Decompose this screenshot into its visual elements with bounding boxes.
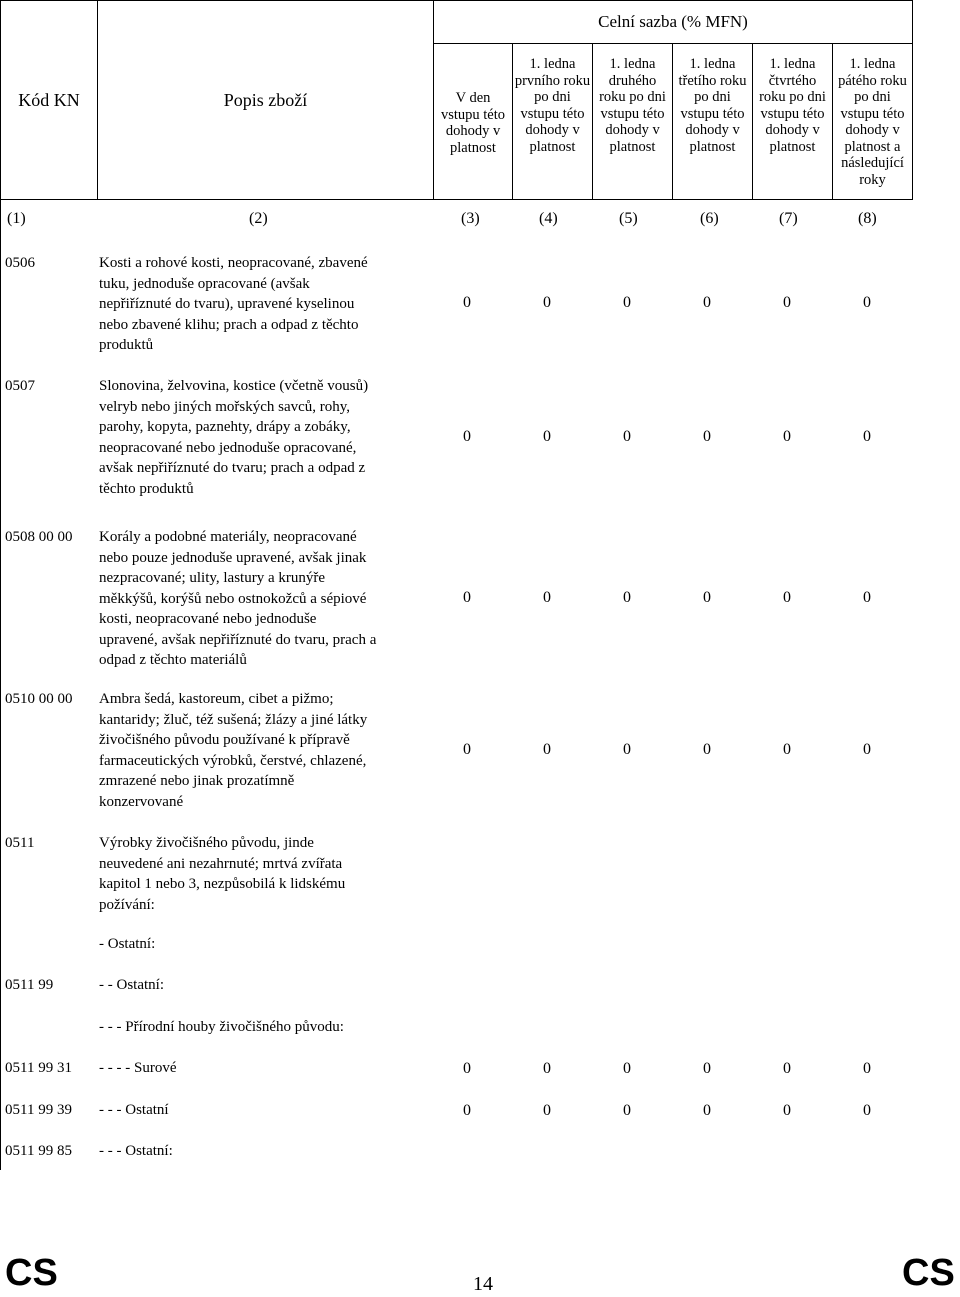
header-line: V den — [455, 90, 491, 106]
header-line: vstupu této — [600, 105, 665, 122]
row-description-line: neuvedené ani nezahrnuté; mrtvá zvířata — [99, 855, 343, 872]
row-rate: 0 — [543, 294, 551, 312]
page-number: 14 — [473, 1273, 493, 1295]
row-rate: 0 — [703, 740, 711, 758]
column-number: (1) — [7, 210, 26, 227]
column-number: (3) — [461, 210, 480, 227]
row-description — [99, 376, 439, 499]
subrow-rate: 0 — [783, 1060, 791, 1077]
column-number: (2) — [249, 210, 268, 227]
header-line: platnost a — [844, 138, 901, 155]
footer-right-mark: CS — [902, 1252, 955, 1294]
row-rate: 0 — [463, 294, 471, 312]
row-description-line: nebo pouze jednoduše upravené, avšak jinak — [99, 549, 367, 566]
row-rate: 0 — [623, 427, 631, 445]
row-description-line: avšak nepřiříznuté do tvaru; prach a odpad z — [99, 460, 366, 476]
column-number: (7) — [779, 210, 798, 227]
header-line: pátého roku — [838, 72, 907, 89]
row-rate: 0 — [623, 588, 631, 606]
subrow-rate: 0 — [703, 1102, 711, 1119]
header-line: po dni — [694, 89, 731, 105]
row-description-line: nezpracované; ulity, lastury a krunýře — [99, 570, 326, 586]
row-description-line: produktů — [99, 337, 154, 353]
row-description-line: kosti, neopracované nebo jednoduše — [99, 611, 317, 627]
row-rate: 0 — [623, 294, 631, 312]
header-line: následující — [841, 155, 904, 171]
subrow-description: - - - - Surové — [99, 1060, 177, 1076]
header-line: dohody v — [525, 122, 580, 138]
header-line: 1. ledna — [689, 56, 736, 72]
row-rate: 0 — [783, 588, 791, 606]
header-line: platnost — [689, 138, 736, 155]
subrow-rate: 0 — [623, 1102, 631, 1119]
row-description-line: Slonovina, želvovina, kostice (včetně vousů) — [99, 378, 369, 394]
subrow-description: - - - Přírodní houby živočišného původu: — [99, 1019, 344, 1035]
row-rate: 0 — [463, 427, 471, 445]
row-rate: 0 — [783, 740, 791, 758]
header-line: 1. ledna — [609, 56, 656, 72]
row-rate: 0 — [543, 588, 551, 606]
header-col-5 — [833, 44, 913, 200]
row-rate: 0 — [703, 427, 711, 445]
row-description-line: požívání: — [99, 896, 155, 913]
header-col-3 — [673, 44, 753, 200]
header-line: platnost — [769, 138, 816, 155]
header-group-title: Celní sazba (% MFN) — [434, 1, 913, 44]
row-rate: 0 — [623, 740, 631, 758]
header-line: dohody v — [765, 122, 820, 138]
row-rate: 0 — [543, 427, 551, 445]
header-line: třetího roku — [678, 72, 747, 89]
subrow-code: 0511 99 31 — [5, 1060, 72, 1076]
row-description-line: kantaridy; žluč, též sušená; žlázy a jiné látky — [99, 711, 368, 728]
header-col-4 — [753, 44, 833, 200]
header-line: platnost — [450, 139, 496, 156]
row-description-line: velryb nebo jiných mořských savců, rohy, — [99, 398, 351, 415]
row-description-line: upravené, avšak nepřiříznuté do tvaru, prach a — [99, 631, 377, 648]
subrow-description: - - - Ostatní — [99, 1102, 169, 1118]
header-line: roku po dni — [759, 89, 826, 105]
header-line: 1. ledna — [769, 56, 816, 72]
row-description-line: nebo zbavené klihu; prach a odpad z těchto — [99, 316, 359, 333]
row-rate: 0 — [863, 588, 871, 606]
row-rate: 0 — [703, 588, 711, 606]
row-description-line: Kosti a rohové kosti, neopracované, zbavené — [99, 255, 368, 271]
left-border — [0, 200, 1, 1170]
row-code: 0506 — [5, 255, 35, 271]
row-rate: 0 — [783, 294, 791, 312]
subrow-rate: 0 — [623, 1060, 631, 1077]
row-description — [99, 253, 439, 356]
header-kod-kn: Kód KN — [1, 1, 98, 200]
row-description-line: těchto produktů — [99, 480, 194, 497]
header-line: vstupu této — [440, 106, 506, 123]
subrow-rate: 0 — [543, 1060, 551, 1077]
subrow-rate: 0 — [863, 1102, 871, 1119]
row-rate: 0 — [863, 427, 871, 445]
header-line: platnost — [529, 138, 576, 155]
row-rate: 0 — [463, 740, 471, 758]
header-line: 1. ledna — [849, 56, 896, 72]
header-line: platnost — [609, 138, 656, 155]
row-description-line: kapitol 1 nebo 3, nezpůsobilá k lidskému — [99, 876, 346, 892]
subrow-description: - - Ostatní: — [99, 977, 164, 993]
row-description-line: nepřiříznuté do tvaru), upravené kyselinou — [99, 296, 355, 312]
header-line: vstupu této — [520, 105, 585, 122]
header-col-2 — [593, 44, 673, 200]
row-code: 0511 — [5, 835, 35, 851]
subrow-code: 0511 99 39 — [5, 1102, 72, 1118]
row-description-line: tuku, jednoduše opracované (avšak — [99, 275, 310, 292]
row-rate: 0 — [863, 740, 871, 758]
row-description-line: zmrazené nebo jinak prozatímně — [99, 773, 295, 789]
row-description-line: Ambra šedá, kastoreum, cibet a pižmo; — [99, 691, 334, 707]
header-col-1 — [513, 44, 593, 200]
column-number: (6) — [700, 210, 719, 227]
subrow-rate: 0 — [463, 1060, 471, 1077]
subrow-description: - - - Ostatní: — [99, 1143, 173, 1159]
row-description-line: odpad z těchto materiálů — [99, 652, 247, 668]
subrow-rate: 0 — [543, 1102, 551, 1119]
row-code: 0508 00 00 — [5, 529, 73, 545]
row-description-line: měkkýšů, korýšů nebo ostnokožců a sépiové — [99, 590, 367, 607]
header-col-v-den — [434, 44, 513, 200]
row-description-line: neopracované nebo jednoduše opracované, — [99, 439, 357, 456]
header-table — [0, 0, 913, 200]
subrow-rate: 0 — [863, 1060, 871, 1077]
column-number: (5) — [619, 210, 638, 227]
row-description — [99, 527, 439, 671]
subrow-rate: 0 — [783, 1102, 791, 1119]
header-popis-zbozi: Popis zboží — [98, 1, 434, 200]
header-line: dohody v — [605, 122, 660, 138]
header-line: druhého — [608, 72, 657, 89]
header-line: prvního roku — [514, 72, 591, 89]
header-line: 1. ledna — [529, 56, 576, 72]
row-rate: 0 — [863, 294, 871, 312]
row-code: 0510 00 00 — [5, 691, 73, 707]
header-line: roku po dni — [599, 89, 666, 105]
header-line: dohody v — [445, 123, 501, 139]
row-description — [99, 833, 439, 915]
header-line: roky — [859, 171, 886, 188]
header-line: vstupu této — [760, 105, 825, 122]
row-description-line: konzervované — [99, 793, 184, 810]
column-number: (8) — [858, 210, 877, 227]
header-line: vstupu této — [680, 105, 745, 122]
row-description-line: živočišného původu používané k přípravě — [99, 732, 350, 748]
row-code: 0507 — [5, 378, 35, 394]
subrow-code: 0511 99 — [5, 977, 54, 993]
header-line: čtvrtého — [768, 72, 817, 89]
header-line: po dni — [854, 89, 891, 105]
subrow-rate: 0 — [463, 1102, 471, 1119]
row-rate: 0 — [703, 294, 711, 312]
row-rate: 0 — [783, 427, 791, 445]
row-rate: 0 — [463, 588, 471, 606]
subrow-description: - Ostatní: — [99, 936, 156, 952]
footer-left-mark: CS — [5, 1252, 58, 1294]
header-line: dohody v — [845, 122, 900, 138]
subrow-code: 0511 99 85 — [5, 1143, 72, 1159]
header-line: vstupu této — [840, 105, 905, 122]
row-description-line: farmaceutických výrobků, čerstvé, chlazené, — [99, 752, 367, 769]
row-rate: 0 — [543, 740, 551, 758]
column-number: (4) — [539, 210, 558, 227]
header-line: po dni — [534, 89, 571, 105]
row-description — [99, 689, 439, 812]
row-description-line: parohy, kopyta, paznehty, drápy a zobáky, — [99, 419, 351, 435]
row-description-line: Korály a podobné materiály, neopracované — [99, 529, 357, 545]
subrow-rate: 0 — [703, 1060, 711, 1077]
header-line: dohody v — [685, 122, 740, 138]
row-description-line: Výrobky živočišného původu, jinde — [99, 835, 314, 851]
